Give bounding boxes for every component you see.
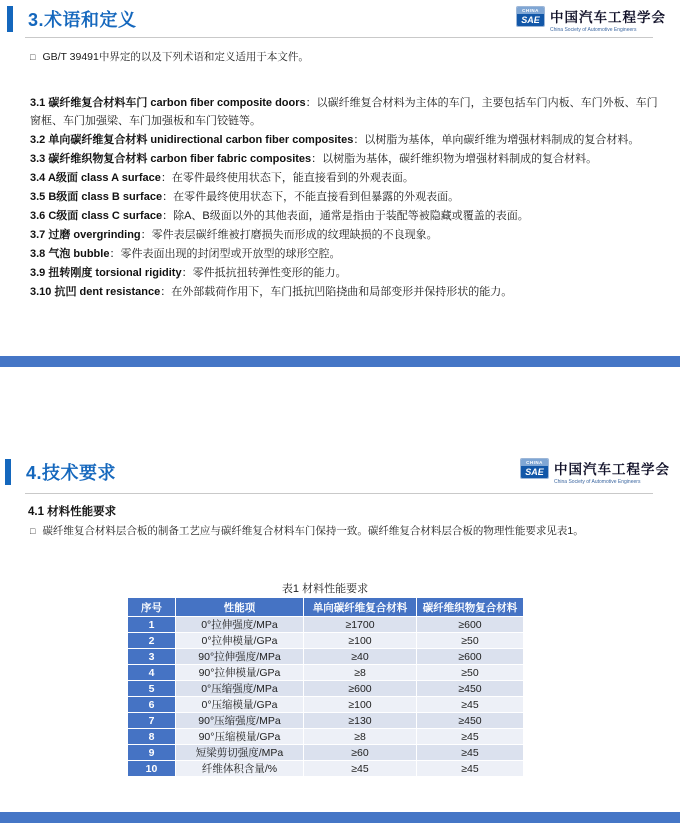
table-row: 2 0°拉伸模量/GPa ≥100 ≥50 [128, 633, 523, 648]
table-row: 7 90°压缩强度/MPa ≥130 ≥450 [128, 713, 523, 728]
header-divider [25, 493, 653, 494]
logo-text [554, 458, 670, 485]
section-bullet-text: 碳纤维复合材料层合板的制备工艺应与碳纤维复合材料车门保持一致。碳纤维复合材料层合板的物理性能要求见表1。 [42, 525, 584, 537]
square-bullet-icon: □ [30, 526, 36, 536]
term-item: 3.6 C级面 class C surface：除A、B级面以外的其他表面，通常是指由于装配等被隐藏或覆盖的表面。 [30, 210, 529, 222]
section-heading: 4.1 材料性能要求 [28, 506, 117, 518]
title-accent-bar [7, 6, 13, 32]
sae-badge-china-label: CHINA [521, 459, 548, 466]
col-header-property: 性能项 [176, 598, 303, 616]
sae-badge-sae-label: SAE [517, 14, 544, 26]
csae-logo [520, 458, 670, 485]
term-item: 3.8 气泡 bubble：零件表面出现的封闭型或开放型的球形空腔。 [30, 248, 341, 260]
slide-footer-bar [0, 356, 680, 367]
section-bullet [30, 524, 655, 538]
slide-terms-and-definitions [0, 0, 680, 367]
table-row: 10 纤维体积含量/% ≥45 ≥45 [128, 761, 523, 776]
col-header-unidirectional: 单向碳纤维复合材料 [304, 598, 416, 616]
title-accent-bar [5, 459, 11, 485]
term-item: 3.10 抗凹 dent resistance：在外部载荷作用下，车门抵抗凹陷挠曲和局部变形并保持形状的能力。 [30, 286, 513, 298]
intro-bullet-text: GB/T 39491中界定的以及下列术语和定义适用于本文件。 [42, 51, 309, 63]
terms-list [30, 94, 658, 302]
table-row: 4 90°拉伸模量/GPa ≥8 ≥50 [128, 665, 523, 680]
csae-logo [516, 6, 666, 33]
term-item: 3.4 A级面 class A surface：在零件最终使用状态下，能直接看到的外观表面。 [30, 172, 414, 184]
sae-badge-icon [516, 6, 545, 27]
square-bullet-icon: □ [30, 52, 36, 62]
intro-bullet [30, 50, 650, 64]
table-row: 3 90°拉伸强度/MPa ≥40 ≥600 [128, 649, 523, 664]
table-header-row [128, 598, 523, 616]
logo-text [550, 6, 666, 33]
term-item: 3.7 过磨 overgrinding：零件表层碳纤维被打磨损失而形成的纹理缺损的不良现象。 [30, 229, 438, 241]
org-name-cn: 中国汽车工程学会 [550, 10, 666, 25]
table-caption: 表1 材料性能要求 [281, 583, 369, 595]
header-divider [25, 37, 653, 38]
table-row: 8 90°压缩模量/GPa ≥8 ≥45 [128, 729, 523, 744]
col-header-index: 序号 [128, 598, 175, 616]
org-name-en: China Society of Automotive Engineers [554, 479, 641, 485]
org-name-en: China Society of Automotive Engineers [550, 27, 637, 33]
term-item: 3.3 碳纤维织物复合材料 carbon fiber fabric composites：以树脂为基体，碳纤维织物为增强材料制成的复合材料。 [30, 153, 598, 165]
slide-technical-requirements [0, 443, 680, 821]
sae-badge-china-label: CHINA [517, 7, 544, 14]
page-title: 3.术语和定义 [28, 10, 137, 30]
term-item: 3.1 碳纤维复合材料车门 carbon fiber composite doors：以碳纤维复合材料为主体的车门，主要包括车门内板、车门外板、车门窗框、车门加强梁、车门加强板和车门铰链等。 [30, 97, 658, 127]
term-item: 3.5 B级面 class B surface：在零件最终使用状态下，不能直接看到但暴露的外观表面。 [30, 191, 460, 203]
term-item: 3.9 扭转刚度 torsional rigidity：零件抵抗扭转弹性变形的能力。 [30, 267, 347, 279]
slide-footer-bar [0, 812, 680, 823]
material-performance-table [127, 597, 524, 777]
org-name-cn: 中国汽车工程学会 [554, 462, 670, 477]
sae-badge-icon [520, 458, 549, 479]
table-row: 5 0°压缩强度/MPa ≥600 ≥450 [128, 681, 523, 696]
table-row: 9 短梁剪切强度/MPa ≥60 ≥45 [128, 745, 523, 760]
sae-badge-sae-label: SAE [521, 466, 548, 478]
table-row: 6 0°压缩模量/GPa ≥100 ≥45 [128, 697, 523, 712]
term-item: 3.2 单向碳纤维复合材料 unidirectional carbon fiber composites：以树脂为基体，单向碳纤维为增强材料制成的复合材料。 [30, 134, 640, 146]
page-title: 4.技术要求 [26, 463, 117, 483]
col-header-fabric: 碳纤维织物复合材料 [417, 598, 523, 616]
table-row: 1 0°拉伸强度/MPa ≥1700 ≥600 [128, 617, 523, 632]
